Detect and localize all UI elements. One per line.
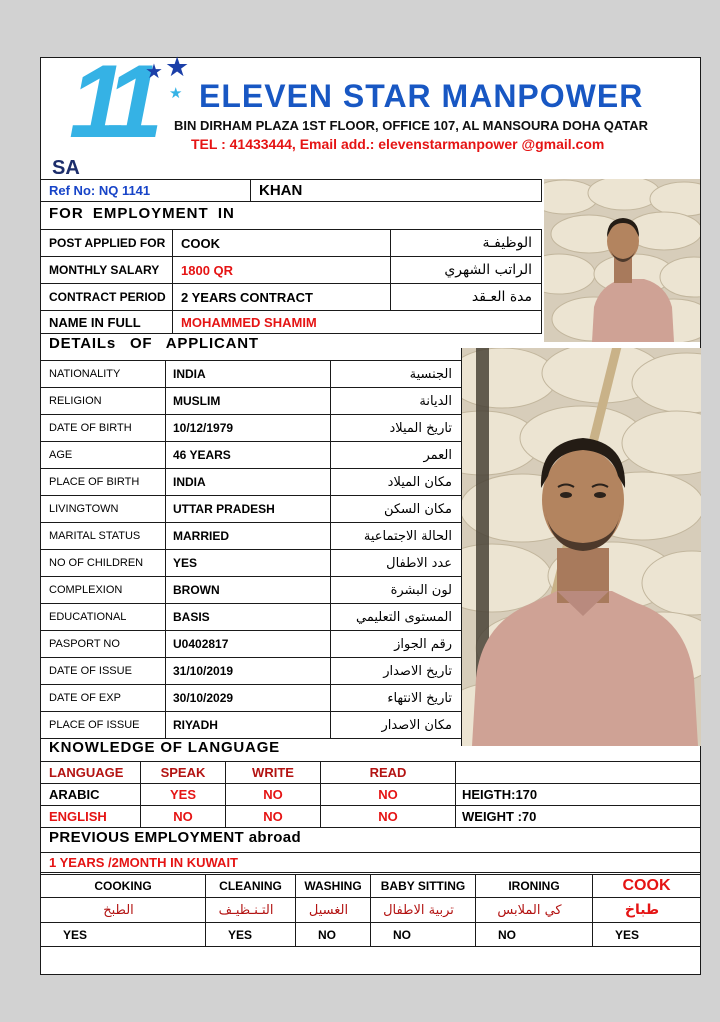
detail-label-arabic: عدد الاطفال <box>331 550 462 577</box>
logo-caption: SA <box>52 157 80 179</box>
agency-address: BIN DIRHAM PLAZA 1ST FLOOR, OFFICE 107, AL MANSOURA DOHA QATAR <box>174 118 649 133</box>
detail-label-arabic: مكان السكن <box>331 496 462 523</box>
skill-value: YES <box>593 923 700 947</box>
detail-label: NATIONALITY <box>41 361 166 388</box>
detail-label-arabic: تاريخ الاصدار <box>331 658 462 685</box>
skill-header: WASHING <box>296 875 371 898</box>
language-name: ENGLISH <box>41 806 141 828</box>
detail-label: DATE OF BIRTH <box>41 415 166 442</box>
detail-value: INDIA <box>166 361 331 388</box>
skill-value: NO <box>476 923 593 947</box>
star-icon: ★ <box>145 61 163 83</box>
cv-document <box>40 44 701 975</box>
write-value: NO <box>226 806 321 828</box>
detail-value: BASIS <box>166 604 331 631</box>
field-value: 1800 QR <box>173 257 391 284</box>
detail-label-arabic: العمر <box>331 442 462 469</box>
language-name: ARABIC <box>41 784 141 806</box>
detail-value: INDIA <box>166 469 331 496</box>
field-value: 2 YEARS CONTRACT <box>173 284 391 311</box>
detail-label-arabic: الجنسية <box>331 361 462 388</box>
employment-table <box>41 229 542 311</box>
field-label: CONTRACT PERIOD <box>41 284 173 311</box>
skill-value: NO <box>296 923 371 947</box>
detail-label: EDUCATIONAL <box>41 604 166 631</box>
agency-contact-line: TEL : 41433444, Email add.: elevenstarmanpower @gmail.com <box>191 136 605 152</box>
write-value: NO <box>226 784 321 806</box>
detail-label-arabic: تاريخ الانتهاء <box>331 685 462 712</box>
field-value: COOK <box>173 230 391 257</box>
write-col-header: WRITE <box>226 762 321 784</box>
ref-row <box>41 179 542 202</box>
skills-table <box>41 874 700 947</box>
language-table <box>41 761 700 828</box>
agency-logo: 11 <box>69 44 149 160</box>
field-label: MONTHLY SALARY <box>41 257 173 284</box>
detail-label: LIVINGTOWN <box>41 496 166 523</box>
detail-label-arabic: الحالة الاجتماعية <box>331 523 462 550</box>
detail-label: DATE OF ISSUE <box>41 658 166 685</box>
skill-value: YES <box>41 923 206 947</box>
skill-arabic: كي الملابس <box>476 898 593 923</box>
previous-employment-value: 1 YEARS /2MONTH IN KUWAIT <box>41 853 700 873</box>
skill-value: YES <box>206 923 296 947</box>
detail-label: DATE OF EXP <box>41 685 166 712</box>
field-label-arabic: مدة العـقد <box>391 284 542 311</box>
skill-value: NO <box>371 923 476 947</box>
skill-header-cook: COOK <box>593 875 700 898</box>
weight-value: WEIGHT :70 <box>456 806 700 828</box>
detail-label-arabic: تاريخ الميلاد <box>331 415 462 442</box>
applicant-photo-large <box>461 348 700 746</box>
agency-title: ELEVEN STAR MANPOWER <box>199 78 644 114</box>
applicant-surname: KHAN <box>251 180 542 202</box>
speak-value: YES <box>141 784 226 806</box>
applicant-details-table <box>41 360 462 739</box>
read-value: NO <box>321 806 456 828</box>
section-title-details: DETAILs OF APPLICANT <box>49 335 259 352</box>
detail-label: COMPLEXION <box>41 577 166 604</box>
detail-value: RIYADH <box>166 712 331 739</box>
detail-label: NO OF CHILDREN <box>41 550 166 577</box>
field-label-arabic: الراتب الشهري <box>391 257 542 284</box>
language-col-header: LANGUAGE <box>41 762 141 784</box>
detail-value: MUSLIM <box>166 388 331 415</box>
speak-col-header: SPEAK <box>141 762 226 784</box>
detail-value: BROWN <box>166 577 331 604</box>
detail-label: MARITAL STATUS <box>41 523 166 550</box>
detail-label: RELIGION <box>41 388 166 415</box>
ref-number: Ref No: NQ 1141 <box>41 180 251 202</box>
speak-value: NO <box>141 806 226 828</box>
height-value: HEIGTH:170 <box>456 784 700 806</box>
skill-header: IRONING <box>476 875 593 898</box>
field-label-arabic: الوظيفـة <box>391 230 542 257</box>
section-title-previous-employment: PREVIOUS EMPLOYMENT abroad <box>49 829 302 846</box>
full-name-value: MOHAMMED SHAMIM <box>173 311 542 334</box>
star-icon: ★ <box>169 85 183 102</box>
skill-header: BABY SITTING <box>371 875 476 898</box>
star-icon: ★ <box>165 52 190 82</box>
detail-label-arabic: لون البشرة <box>331 577 462 604</box>
empty-cell <box>456 762 700 784</box>
detail-label: PLACE OF BIRTH <box>41 469 166 496</box>
skill-arabic: الطبخ <box>41 898 206 923</box>
section-title-employment: FOR EMPLOYMENT IN <box>49 205 235 222</box>
full-name-label: NAME IN FULL <box>41 311 173 334</box>
skill-arabic: تربية الاطفال <box>371 898 476 923</box>
full-name-row <box>41 310 542 334</box>
detail-label-arabic: الديانة <box>331 388 462 415</box>
skill-arabic: الغسيل <box>296 898 371 923</box>
detail-value: 46 YEARS <box>166 442 331 469</box>
detail-value: 10/12/1979 <box>166 415 331 442</box>
section-title-language: KNOWLEDGE OF LANGUAGE <box>49 739 280 756</box>
field-label: POST APPLIED FOR <box>41 230 173 257</box>
read-value: NO <box>321 784 456 806</box>
detail-value: MARRIED <box>166 523 331 550</box>
detail-label-arabic: مكان الميلاد <box>331 469 462 496</box>
detail-value: UTTAR PRADESH <box>166 496 331 523</box>
detail-value: YES <box>166 550 331 577</box>
detail-label: AGE <box>41 442 166 469</box>
detail-label: PASPORT NO <box>41 631 166 658</box>
detail-label: PLACE OF ISSUE <box>41 712 166 739</box>
detail-value: U0402817 <box>166 631 331 658</box>
detail-label-arabic: رقم الجواز <box>331 631 462 658</box>
detail-value: 31/10/2019 <box>166 658 331 685</box>
skill-header: COOKING <box>41 875 206 898</box>
detail-label-arabic: المستوى التعليمي <box>331 604 462 631</box>
skill-arabic: التـنـظيـف <box>206 898 296 923</box>
skill-arabic-cook: طباخ <box>593 898 700 923</box>
detail-label-arabic: مكان الاصدار <box>331 712 462 739</box>
applicant-photo-small <box>544 179 700 342</box>
read-col-header: READ <box>321 762 456 784</box>
previous-employment-row <box>41 852 700 873</box>
detail-value: 30/10/2029 <box>166 685 331 712</box>
skill-header: CLEANING <box>206 875 296 898</box>
